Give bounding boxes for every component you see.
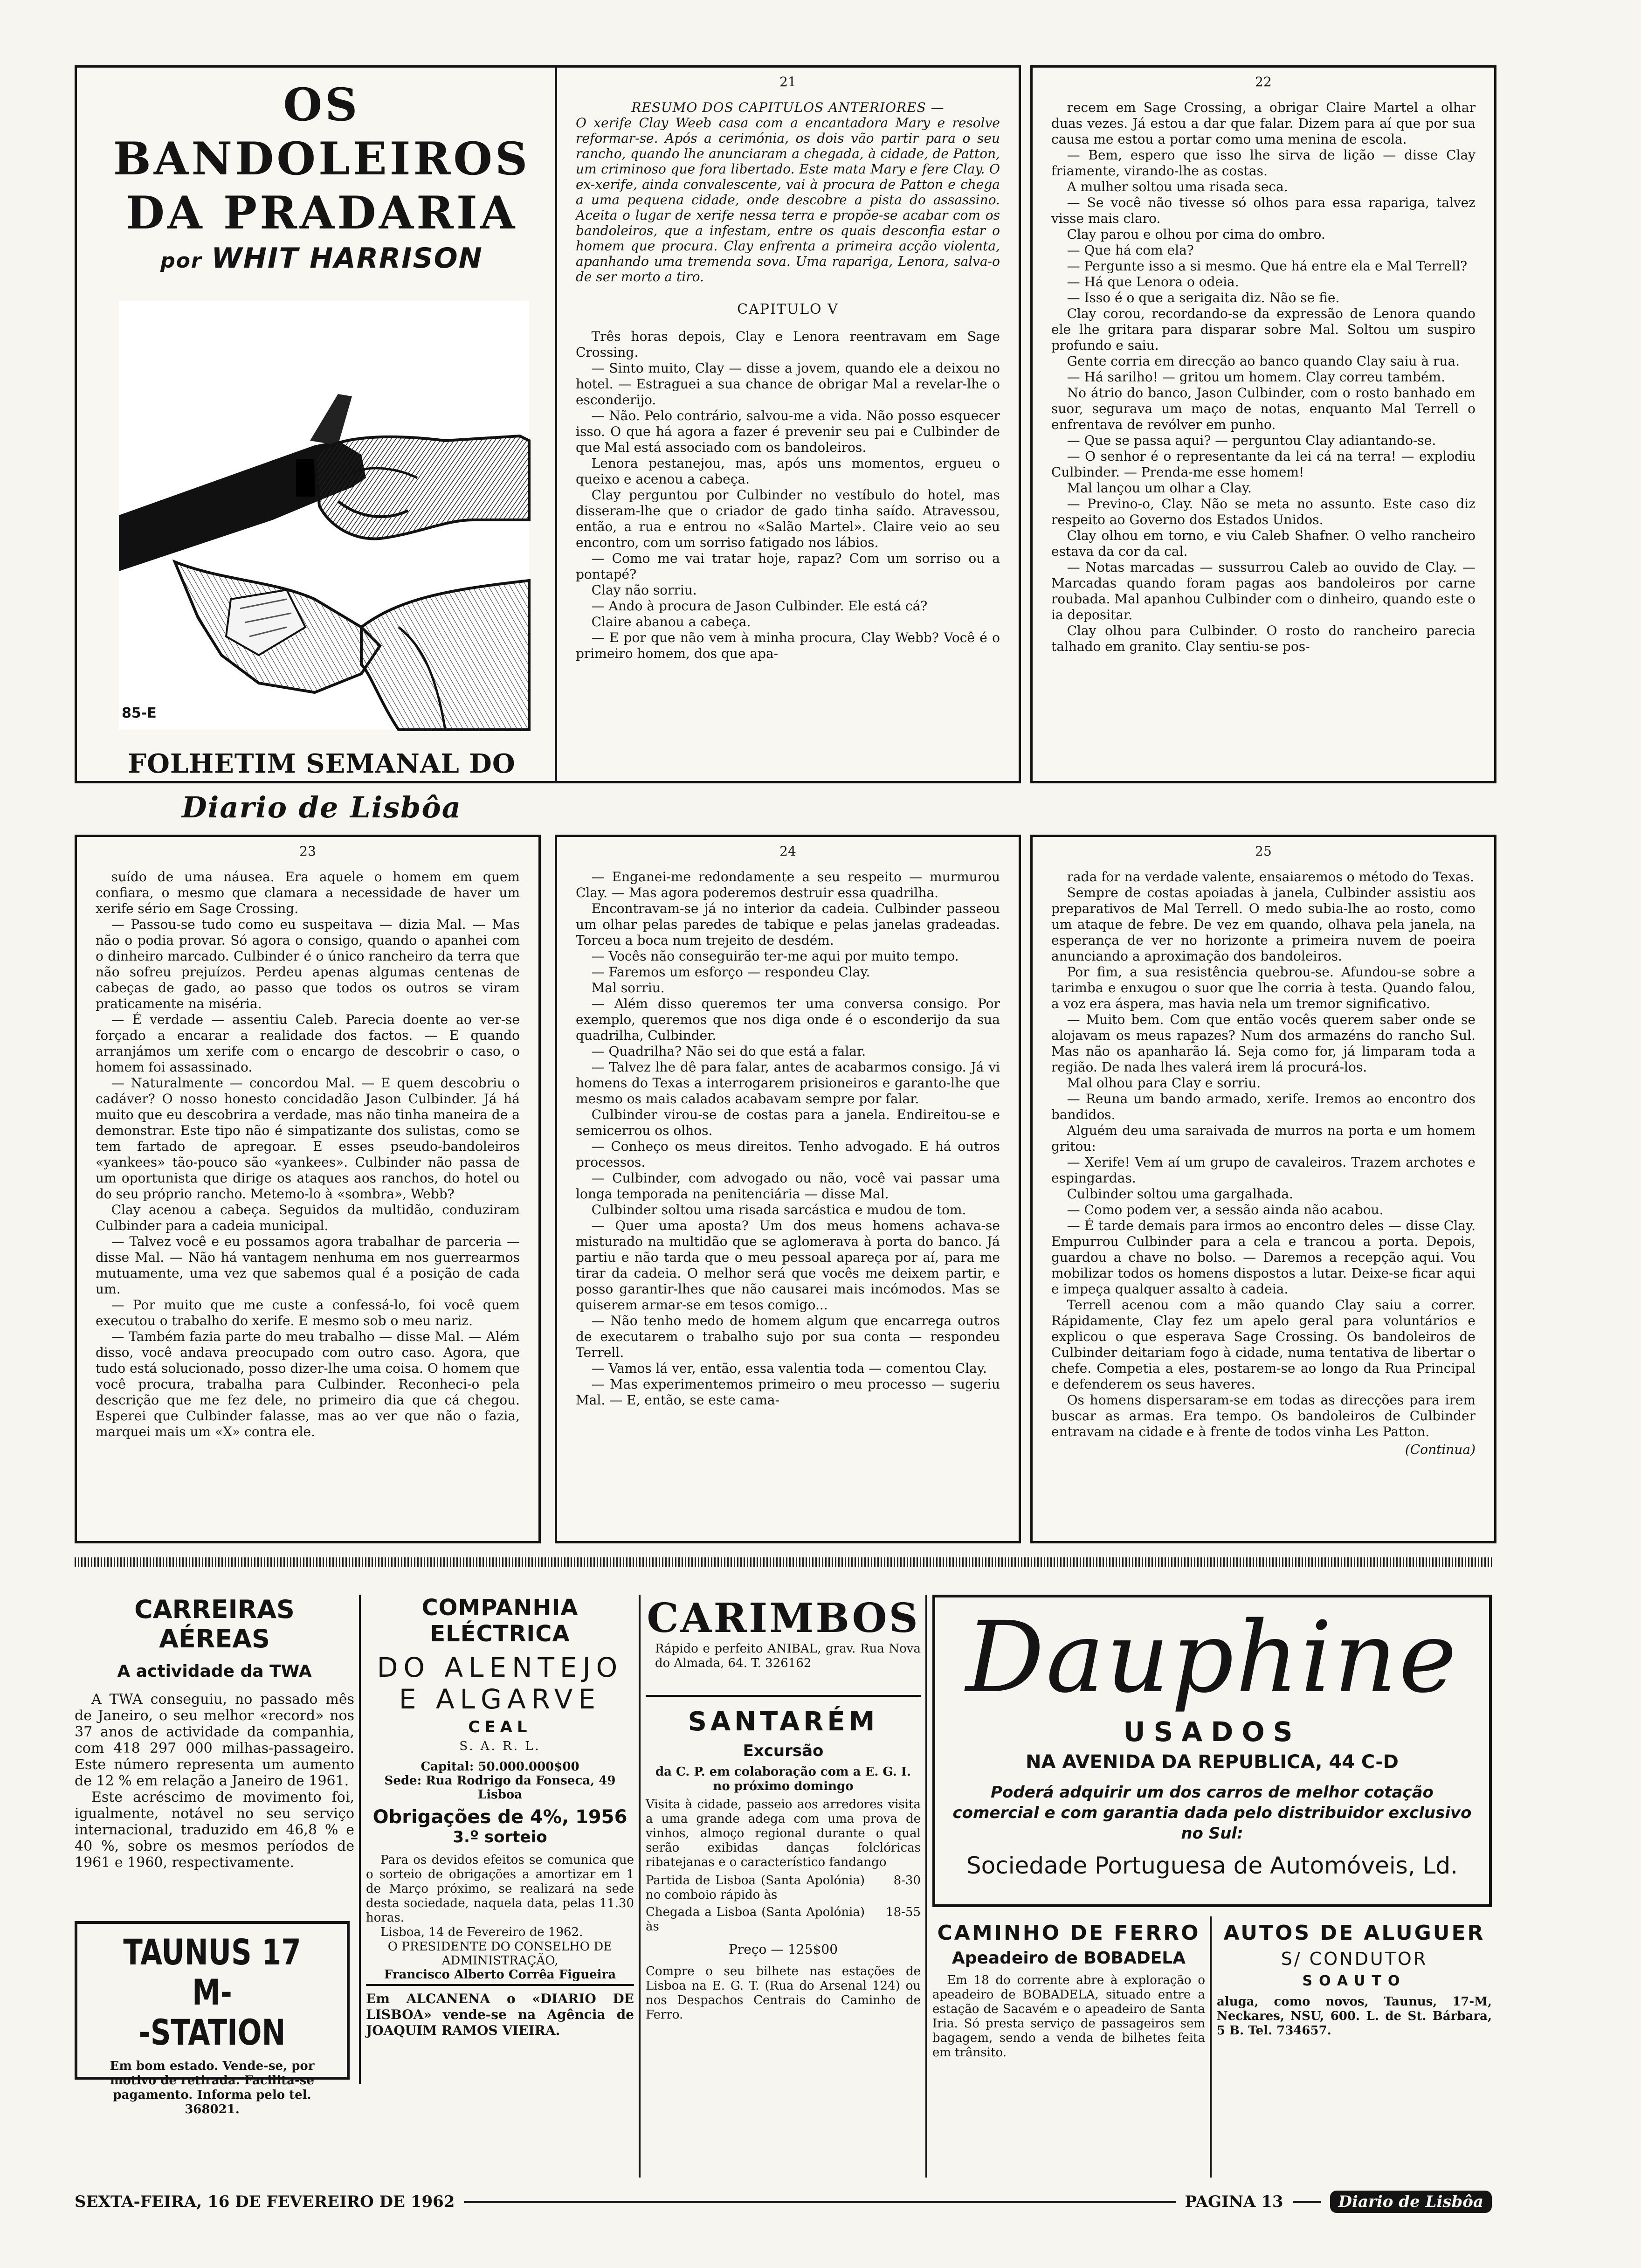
cover-footer-line1: FOLHETIM SEMANAL DO (128, 748, 516, 779)
page-25-text (1051, 869, 1476, 1440)
continua-label: (Continua) (1405, 1442, 1476, 1457)
obrigacoes-heading: Obrigações de 4%, 1956 (372, 1806, 627, 1828)
paragraph: A TWA conseguiu, no passado mês de Janeiro, o seu melhor «record» nos 37 anos de actividade da companhia, com 418 297 000 milhas-passageiro. Este número representa um aumento de 12 % em relação a Janeiro de 1961. (75, 1691, 354, 1789)
cover-title-line1: OS BANDOLEIROS (113, 78, 531, 185)
paragraph: — Quadrilha? Não sei do que está a falar. (591, 1044, 866, 1059)
paragraph: — Além disso queremos ter uma conversa consigo. Por exemplo, queremos que nos diga onde é o esconderijo da sua quadrilha, Culbinder. (576, 996, 1000, 1043)
cover-footer-masthead: Diario de Lisbôa (182, 790, 462, 824)
summary-text: O xerife Clay Weeb casa com a encantadora Mary e resolve reformar-se. Após a cerimónia, os dois vão partir para o seu rancho, quando lhe anunciaram a chegada, à cidade, de Patton, um criminoso que fora libertado. Este mata Mary e fere Clay. O ex-xerife, ainda convalescente, vai à procura de Patton e chega a uma pequena cidade, onde descobre a pista do assassino. Aceita o lugar de xerife nessa terra e propõe-se acabar com os bandoleiros, que a infestam, entre os quais desconfia estar o homem que procura. Clay enfrenta a primeira acção violenta, apanhando uma tremenda sova. Uma rapariga, Lenora, salva-o de ser morto a tiro. (576, 115, 1000, 284)
taunus-title (113, 1932, 311, 2053)
paragraph: — Conheço os meus direitos. Tenho advogado. E há outros processos. (576, 1139, 1000, 1170)
paragraph: — Ando à procura de Jason Culbinder. Ele está cá? (591, 598, 928, 614)
ad-text: Rápido e perfeito ANIBAL, grav. Rua Nova do Almada, 64. T. 326162 (655, 1642, 921, 1670)
cover-author (77, 242, 566, 275)
paragraph: — Talvez lhe dê para falar, antes de acabarmos consigo. Já vi homens do Texas a interrogarem prisioneiros e garanto-lhe que mesmo os mais calados acabavam sempre por falar. (576, 1059, 1000, 1106)
paragraph: — Vocês não conseguirão ter-me aqui por muito tempo. (591, 948, 959, 964)
paragraph: rada for na verdade valente, ensaiaremos o método do Texas. (1067, 869, 1474, 885)
ad-text: Poderá adquirir um dos carros de melhor cotação comercial e com garantia dada pelo distribuidor exclusivo no Sul: (952, 1783, 1472, 1843)
paragraph: — Enganei-me redondamente a seu respeito — murmurou Clay. — Mas agora poderemos destruir essa quadrilha. (576, 869, 1000, 900)
paragraph: Mal sorriu. (591, 980, 665, 996)
page-25-panel (1030, 835, 1496, 1543)
ceal-label: CEAL (468, 1718, 532, 1736)
partida-time: 8-30 (893, 1874, 921, 1888)
cover-title (77, 78, 566, 240)
ad-subtitle: Apeadeiro de BOBADELA (952, 1949, 1186, 1968)
paragraph: — Há que Lenora o odeia. (1067, 274, 1239, 290)
ad-text: aluga, como novos, Taunus, 17-M, Neckares, NSU, 600. L. de St. Bárbara, 5 B. Tel. 734657. (1217, 1995, 1492, 2038)
page-number: 22 (1255, 74, 1272, 90)
capital-label: Capital: 50.000.000$00 (421, 1760, 579, 1774)
paragraph: — Se você não tivesse só olhos para essa rapariga, talvez visse mais claro. (1051, 195, 1476, 226)
page-23-panel (75, 835, 541, 1543)
footer-rule (464, 2201, 1175, 2203)
footer-rule (1293, 2201, 1321, 2203)
paragraph: Culbinder virou-se de costas para a janela. Endireitou-se e semicerrou os olhos. (576, 1107, 1000, 1138)
page-22-panel (1030, 65, 1496, 783)
paragraph: — Isso é o que a serigaita diz. Não se fie. (1067, 290, 1340, 305)
paragraph: Terrell acenou com a mão quando Clay saiu a correr. Rápidamente, Clay fez um apelo geral para voluntários e explicou o que esperava Sage Crossing. Os bandoleiros de Culbinder deitariam fogo à cidade, numa tentativa de libertar o chefe. Competia a eles, postarem-se ao longo da Rua Principal e defenderem os seus haveres. (1051, 1297, 1476, 1392)
paragraph: — Não. Pelo contrário, salvou-me a vida. Não posso esquecer isso. O que há agora a fazer é prevenir seu pai e Culbinder de que Mal está associado com os bandoleiros. (576, 408, 1000, 455)
ad-text: Em bom estado. Vende-se, por motivo de retirada. Facilita-se pagamento. Informa pelo tel. 368021. (110, 2059, 315, 2116)
paragraph: Culbinder soltou uma gargalhada. (1067, 1186, 1293, 1202)
paragraph: Clay não sorriu. (591, 582, 697, 598)
page-24-text (576, 869, 1000, 1408)
summary-block (576, 100, 1000, 284)
paragraph: — É tarde demais para irmos ao encontro deles — disse Clay. Empurrou Culbinder para a cela e trancou a porta. Depois, guardou a chave no bolso. — Daremos a recepção aqui. Vou mobilizar todos os homens dispostos a lutar. Deixe-se ficar aqui e impeça qualquer assalto à cadeia. (1051, 1218, 1476, 1297)
paragraph: — O senhor é o representante da lei cá na terra! — explodiu Culbinder. — Prenda-me esse homem! (1051, 449, 1476, 480)
paragraph: — Passou-se tudo como eu suspeitava — dizia Mal. — Mas não o podia provar. Só agora o consigo, quando o apanhei com o dinheiro marcado. Culbinder é o único rancheiro da terra que não sofreu prejuízos. Perdeu apenas algumas centenas de cabeças de gado, ao passo que todos os outros se viram praticamente na miséria. (96, 917, 520, 1011)
paragraph: Em 18 do corrente abre à exploração o apeadeiro de BOBADELA, situado entre a estação de Sacavém e o apeadeiro de Santa Iria. Só presta serviço de passageiros sem bagagem, sendo a venda de bilhetes feita em trânsito. (932, 1973, 1205, 2060)
paragraph: — E por que não vem à minha procura, Clay Webb? Você é o primeiro homem, dos que apa- (576, 630, 1000, 661)
paragraph: — Por muito que me custe a confessá-lo, foi você quem executou o trabalho do xerife. E mesmo sob o meu nariz. (96, 1297, 520, 1328)
paragraph: Mal olhou para Clay e sorriu. (1067, 1075, 1261, 1091)
ad-title-line2: DO ALENTEJO (377, 1652, 623, 1683)
paragraph: A mulher soltou uma risada seca. (1067, 179, 1288, 194)
paragraph: — Que se passa aqui? — perguntou Clay adiantando-se. (1067, 433, 1436, 448)
paragraph: Clay parou e olhou por cima do ombro. (1067, 227, 1325, 242)
page-21-text (576, 329, 1000, 662)
paragraph: — Também fazia parte do meu trabalho — disse Mal. — Além disso, você andava preocupado com outro caso. Agora, que tudo está solucionado, posso dizer-lhe uma coisa. O homem que você procura, trabalha para Culbinder. Reconheci-o pela descrição que me fez dele, no primeiro dia que cá chegou. Esperei que Culbinder falasse, mas ao ver que não o fazia, marquei mais um «X» contra ele. (96, 1329, 520, 1439)
author-prefix: por (160, 249, 202, 273)
cover-image-code: 85-E (122, 705, 157, 721)
ad-santarem (646, 1707, 921, 2178)
paragraph: — Faremos um esforço — respondeu Clay. (591, 964, 870, 980)
ad-lead: da C. P. em colaboração com a E. G. I. no próximo domingo (655, 1765, 911, 1793)
ad-title: CARREIRAS AÉREAS (134, 1595, 295, 1653)
page-number: 21 (779, 74, 796, 90)
page-number: 25 (1255, 844, 1272, 859)
paragraph: Este acréscimo de movimento foi, igualmente, notável no seu serviço internacional, traduzido em 46,8 % e 40 %, sobre os mesmos períodos de 1961 e 1960, respectivamente. (75, 1789, 354, 1871)
chegada-time: 18-55 (886, 1905, 921, 1919)
footer-masthead: Diario de Lisbôa (1330, 2191, 1492, 2213)
ad-text (932, 1973, 1205, 2060)
partida-row (646, 1874, 921, 1902)
paragraph: — Muito bem. Com que então vocês querem saber onde se alojavam os meus rapazes? Num dos armazéns do rancho Sul. Mas não os apanharão lá. Seja como for, já limparam toda a região. De nada lhes valerá irem lá procurá-los. (1051, 1012, 1476, 1075)
summary-heading: RESUMO DOS CAPITULOS ANTERIORES — (631, 100, 945, 115)
paragraph: — Pergunte isso a si mesmo. Que há entre ela e Mal Terrell? (1067, 258, 1468, 274)
ad-companhia-electrica (366, 1595, 634, 2070)
paragraph: Alguém deu uma saraivada de murros na porta e um homem gritou: (1051, 1123, 1476, 1154)
paragraph: — Sinto muito, Clay — disse a jovem, quando ele a deixou no hotel. — Estraguei a sua chance de obrigar Mal a revelar-lhe o esconderijo. (576, 360, 1000, 408)
chegada-row (646, 1905, 921, 1934)
ad-dauphine (932, 1595, 1492, 1907)
separator-bar (75, 1557, 1492, 1567)
divider (366, 1984, 634, 1986)
paragraph: Clay olhou para Culbinder. O rosto do rancheiro parecia talhado em granito. Clay sentiu-se pos- (1051, 623, 1476, 654)
paragraph: — Não tenho medo de homem algum que encarrega outros de executarem o trabalho sujo por sua conta — respondeu Terrell. (576, 1313, 1000, 1360)
page-24-panel (555, 835, 1021, 1543)
paragraph: Os homens dispersaram-se em todas as direcções para irem buscar as armas. Era tempo. Os bandoleiros de Culbinder entravam na cidade e à frente de todos vinha Les Patton. (1051, 1392, 1476, 1439)
ad-title: SANTARÉM (688, 1707, 879, 1737)
ad-footnote: Compre o seu bilhete nas estações de Lisboa na E. G. T. (Rua do Arsenal 124) ou nos Despachos Centrais do Caminho de Ferro. (646, 1964, 921, 2022)
signature-name: Francisco Alberto Corrêa Figueira (384, 1968, 616, 1982)
taunus-line2: -STATION (138, 2012, 286, 2053)
paragraph: Encontravam-se já no interior da cadeia. Culbinder passeou um olhar pelas paredes de tabique e pelas janelas gradeadas. Torceu a boca num trejeito de desdém. (576, 901, 1000, 948)
ad-title: AUTOS DE ALUGUER (1223, 1921, 1485, 1945)
author-name: WHIT HARRISON (211, 242, 483, 275)
footer-page-number: PAGINA 13 (1185, 2192, 1283, 2211)
paragraph: — Quer uma aposta? Um dos meus homens achava-se misturado na multidão que se aglomerava à porta do banco. Já partiu e não tarda que o meu pessoal apareça por aí, para me tirar da cadeia. O melhor será que vocês me deixem partir, e posso garantir-lhes que não causarei mais incómodos. Mas se quiserem armar-se em tesos comigo... (576, 1218, 1000, 1313)
paragraph: — Talvez você e eu possamos agora trabalhar de parceria — disse Mal. — Não há vantagem nenhuma em nos guerrearmos mutuamente, uma vez que sabemos qual é a posição de cada um. (96, 1234, 520, 1297)
ad-title-line3: E ALGARVE (399, 1683, 601, 1715)
page-footer (75, 2188, 1492, 2216)
signature-title: O PRESIDENTE DO CONSELHO DE ADMINISTRAÇÃO, (387, 1940, 613, 1968)
paragraph: — Xerife! Vem aí um grupo de cavaleiros. Trazem archotes e espingardas. (1051, 1155, 1476, 1186)
page-23-text (96, 869, 520, 1440)
paragraph: — Naturalmente — concordou Mal. — E quem descobriu o cadáver? O nosso honesto concidadão Jason Culbinder. Já há muito que eu descobrira a verdade, mas não tinha maneira de a demonstrar. Este tipo não é simpatizante dos sulistas, como se tem fartado de apregoar. E esses pseudo-bandoleiros «yankees» tão-pouco são «yankees». Culbinder não passa de um oportunista que dirige os ataques aos ranchos, do hotel ou do seu próprio rancho. Metemo-lo à «sombra», Webb? (96, 1075, 520, 1202)
cover-title-line2: DA PRADARIA (125, 187, 518, 239)
paragraph: Clay corou, recordando-se da expressão de Lenora quando ele lhe gritara para disparar sobre Mal. Soltou um suspiro profundo e saiu. (1051, 306, 1476, 353)
paragraph: — Vamos lá ver, então, essa valentia toda — comentou Clay. (591, 1361, 987, 1376)
partida-label: Partida de Lisboa (Santa Apolónia) no comboio rápido às (646, 1874, 865, 1902)
sede-label: Sede: Rua Rodrigo da Fonseca, 49 Lisboa (384, 1774, 616, 1802)
paragraph: Lenora pestanejou, mas, após uns momentos, ergueu o queixo e acenou a cabeça. (576, 456, 1000, 487)
chegada-label: Chegada a Lisboa (Santa Apolónia) às (646, 1905, 865, 1934)
taunus-line1: TAUNUS 17 M- (123, 1931, 301, 2013)
paragraph: — Que há com ela? (1067, 242, 1194, 258)
divider (1210, 1916, 1212, 2178)
paragraph: Claire abanou a cabeça. (591, 614, 751, 629)
paragraph: Sempre de costas apoiadas à janela, Culbinder assistiu aos preparativos de Mal Terrell. O medo subia-lhe ao rosto, como um ataque de febre. De vez em quando, olhava pela janela, na esperança de ver no horizonte a primeira nuvem de poeira anunciando a aproximação dos bandoleiros. (1051, 885, 1476, 964)
preco-label: Preço — 125$00 (728, 1942, 838, 1957)
company-name: Sociedade Portuguesa de Automóveis, Ld. (966, 1852, 1458, 1879)
cover-panel (75, 65, 569, 824)
paragraph: Para os devidos efeitos se comunica que o sorteio de obrigações a amortizar em 1 de Março próximo, se realizará na sede desta sociedade, naquela data, pelas 11.30 horas. (366, 1853, 634, 1925)
paragraph: suído de uma náusea. Era aquele o homem em quem confiara, o mesmo que clamara a necessidade de haver um xerife sério em Sage Crossing. (96, 869, 520, 916)
divider (925, 1595, 927, 2178)
ad-alcanena: Em ALCANENA o «DIARIO DE LISBOA» vende-se na Agência de JOAQUIM RAMOS VIEIRA. (366, 1991, 634, 2038)
ad-taunus (75, 1921, 350, 2116)
ad-caminho-de-ferro (932, 1921, 1205, 2154)
ad-carreiras-aereas (75, 1595, 354, 1898)
paragraph: recem em Sage Crossing, a obrigar Claire Martel a olhar duas vezes. Já estou a dar que falar. Dizem para aí que por sua causa me estou a portar como uma menina de escola. (1051, 100, 1476, 147)
footer-date: SEXTA-FEIRA, 16 DE FEVEREIRO DE 1962 (75, 2192, 455, 2211)
paragraph: — Bem, espero que isso lhe sirva de lição — disse Clay friamente, virando-lhe as costas. (1051, 147, 1476, 179)
paragraph: — Reuna um bando armado, xerife. Iremos ao encontro dos bandidos. (1051, 1091, 1476, 1122)
paragraph: — Mas experimentemos primeiro o meu processo — sugeriu Mal. — E, então, se este cama- (576, 1376, 1000, 1408)
paragraph: Mal lançou um olhar a Clay. (1067, 480, 1252, 496)
ad-title: CAMINHO DE FERRO (937, 1921, 1200, 1945)
ad-title: COMPANHIA ELÉCTRICA (421, 1595, 579, 1647)
dauphine-logo: Dauphine (965, 1600, 1459, 1715)
paragraph: Gente corria em direcção ao banco quando Clay saiu à rua. (1067, 353, 1460, 369)
paragraph: — Há sarilho! — gritou um homem. Clay correu também. (1067, 369, 1446, 385)
sorteio-label: 3.º sorteio (453, 1828, 547, 1846)
ad-subtitle: S/ CONDUTOR (1281, 1949, 1428, 1969)
divider (646, 1695, 921, 1697)
paragraph: — É verdade — assentiu Caleb. Parecia doente ao ver-se forçado a encarar a realidade dos factos. — E quando arranjámos um xerife com o encargo de descobrir o caso, o homem foi assassinado. (96, 1012, 520, 1075)
paragraph: Clay perguntou por Culbinder no vestíbulo do hotel, mas disseram-lhe que o criador de gado tinha saído. Atravessou, então, a rua e entrou no «Salão Martel». Claire veio ao seu encontro, com um sorriso fatigado nos lábios. (576, 487, 1000, 550)
page-21-panel (555, 65, 1021, 783)
page-number: 23 (299, 844, 316, 859)
paragraph: — Notas marcadas — sussurrou Caleb ao ouvido de Clay. — Marcadas quando foram pagas aos bandoleiros por carne roubada. Mal apanhou Culbinder com o dinheiro, quando este o ia depositar. (1051, 560, 1476, 622)
ad-title: CARIMBOS (647, 1595, 920, 1642)
paragraph: — Como podem ver, a sessão ainda não acabou. (1067, 1202, 1384, 1217)
page-number: 24 (779, 844, 796, 859)
gun-hand-illustration (119, 301, 529, 730)
paragraph: Clay olhou em torno, e viu Caleb Shafner. O velho rancheiro estava da cor da cal. (1051, 528, 1476, 559)
paragraph: — Como me vai tratar hoje, rapaz? Com um sorriso ou a pontapé? (576, 551, 1000, 582)
paragraph: Três horas depois, Clay e Lenora reentravam em Sage Crossing. (576, 329, 1000, 360)
divider (639, 1595, 641, 2178)
ad-text: Visita à cidade, passeio aos arredores visita a uma grande adega com uma prova de vinhos, almoço regional durante o qual serão exibidas danças folclóricas ribatejanas e o característico fandango (646, 1798, 921, 1869)
page-22-text (1051, 100, 1476, 655)
divider (359, 1595, 361, 2084)
usados-label: USADOS (1123, 1716, 1301, 1748)
date-line: Lisboa, 14 de Fevereiro de 1962. (380, 1925, 583, 1939)
ad-text (366, 1853, 634, 1940)
sarl-label: S. A. R. L. (459, 1739, 541, 1753)
paragraph: Clay acenou a cabeça. Seguidos da multidão, conduziram Culbinder para a cadeia municipal. (96, 1202, 520, 1233)
ad-subtitle: Excursão (743, 1742, 824, 1760)
paragraph: Por fim, a sua resistência quebrou-se. Afundou-se sobre a tarimba e enxugou o suor que lhe corria à testa. Quando falou, a voz era áspera, mas havia nela um tremor significativo. (1051, 964, 1476, 1011)
cover-illustration (119, 301, 529, 730)
ad-autos-de-aluguer (1217, 1921, 1492, 2154)
address-label: NA AVENIDA DA REPUBLICA, 44 C-D (1025, 1751, 1399, 1773)
chapter-heading: CAPITULO V (737, 301, 839, 318)
brand-label: SOAUTO (1302, 1973, 1407, 1989)
ad-text (75, 1691, 354, 1871)
paragraph: — Previno-o, Clay. Não se meta no assunto. Este caso diz respeito ao Governo dos Estados Unidos. (1051, 496, 1476, 527)
ad-subtitle: A actividade da TWA (117, 1662, 312, 1681)
paragraph: — Culbinder, com advogado ou não, você vai passar uma longa temporada na penitenciária — disse Mal. (576, 1170, 1000, 1202)
paragraph: Culbinder soltou uma risada sarcástica e mudou de tom. (591, 1202, 966, 1217)
paragraph: No átrio do banco, Jason Culbinder, com o rosto banhado em suor, segurava um maço de notas, enquanto Mal Terrell o enfrentava de revólver em punho. (1051, 385, 1476, 432)
ad-carimbos (646, 1595, 921, 1688)
